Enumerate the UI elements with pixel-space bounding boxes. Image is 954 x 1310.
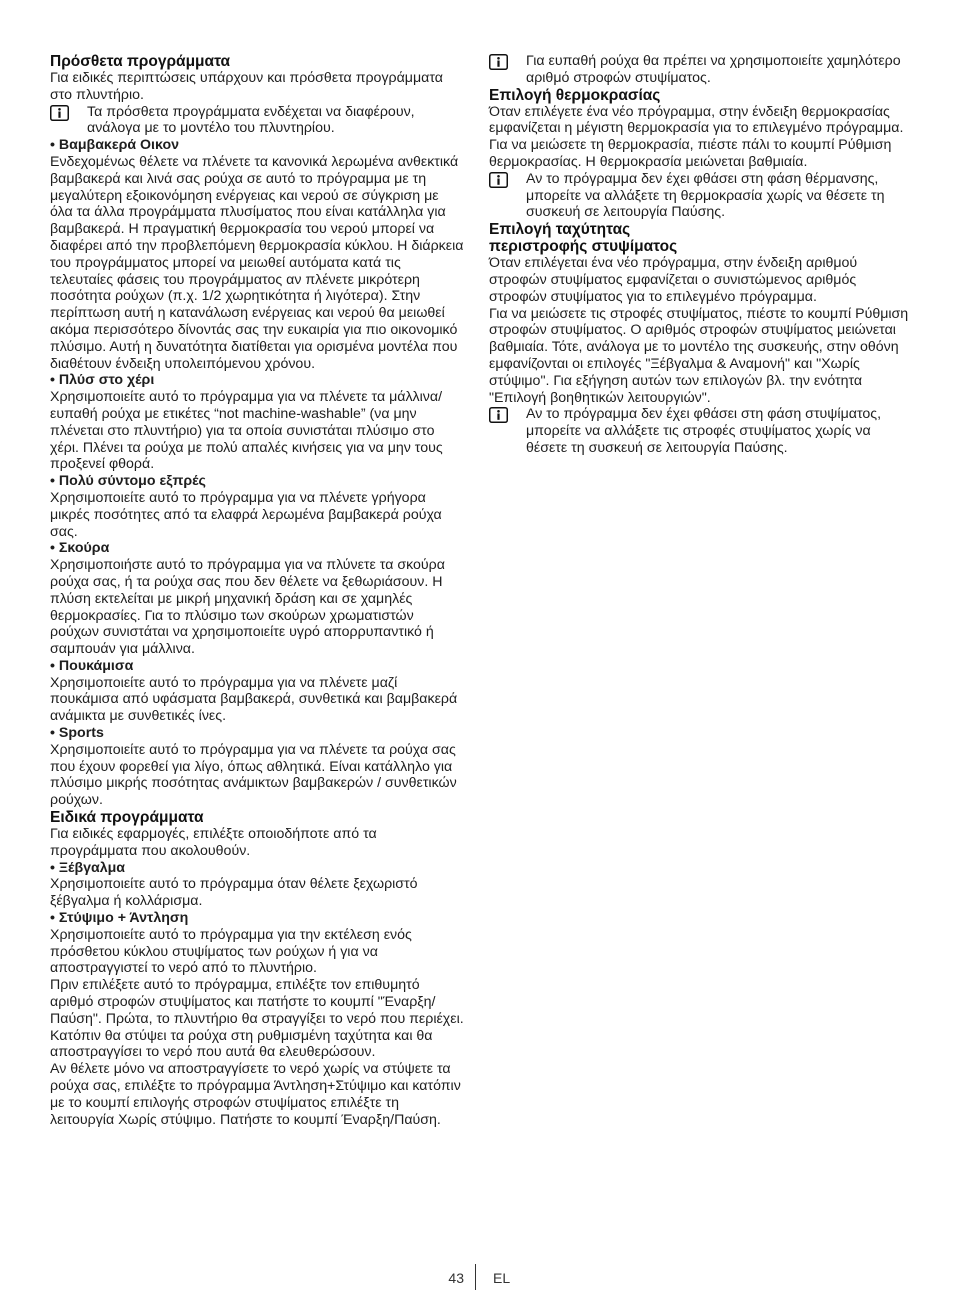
- bullet-handwash: • Πλύσ στο χέρι: [50, 372, 155, 389]
- text-shirts: Χρησιμοποιείτε αυτό το πρόγραμμα για να πλένετε μαζί πουκάμισα από υφάσματα βαμβακερά, συνθετικά και βαμβακερά ανάμικτα με συνθετικές ίνες.: [50, 674, 458, 725]
- footer-divider: [475, 1264, 476, 1290]
- text-cotton-eco: Ενδεχομένως θέλετε να πλένετε τα κανονικά λερωμένα ανθεκτικά βαμβακερά και λινά σας ρούχα σε αυτό το πρόγραμμα με τη μεγαλύτερη εξοικονόμηση ενέργειας και νερού σε σύγκριση με όλα τα άλλα προγράμματα πλυσίματος που είναι κατάλληλα για βαμβακερά. Η πραγματική θερμοκρασία του νερού μπορεί να διαφέρει από την προβλεπόμενη θερμοκρασία κύκλου. Η διάρκεια του προγράμματος μπορεί να μειωθεί αυτόματα κατά τις τελευταίες φάσεις του προγράμματος αν πλένετε μικρότερη ποσότητα ρούχων (π.χ. 1/2 χωρητικότητα ή λιγότερα). Στην περίπτωση αυτή η κατανάλωση ενέργειας και νερού θα μειωθεί ακόμα περισσότερο δίνοντάς σας την ευκαιρία για πιο οικονομικό πλύσιμο. Αυτή η δυνατότητα διατίθεται για ορισμένα μοντέλα που διαθέτουν ένδειξη υπολειπόμενου χρόνου.: [50, 153, 464, 372]
- text-spin-2: Για να μειώσετε τις στροφές στυψίματος, πιέστε το κουμπί Ρύθμιση στροφών στυψίματος. Ο αριθμός στροφών στυψίματος μειώνεται βαθμιαία. Τότε, ανάλογα με το μοντέλο της συσκευής, στην οθόνη εμφανίζονται οι επιλογές "Ξέβγαλμα & Αναμονή" και "Χωρίς στύψιμο". Για εξήγηση αυτών των επιλογών βλ. την ενότητα "Επιλογή βοηθητικών λειτουργιών".: [489, 305, 909, 406]
- heading-additional-programmes: Πρόσθετα προγράμματα: [50, 53, 231, 70]
- special-intro: Για ειδικές εφαρμογές, επιλέξτε οποιοδήποτε από τα προγράμματα που ακολουθούν.: [50, 826, 377, 859]
- heading-spin-speed-line2: περιστροφής στυψίματος: [489, 238, 678, 256]
- left-column: [50, 53, 464, 1128]
- note-spin-text: Αν το πρόγραμμα δεν έχει φθάσει στη φάση στυψίματος, μπορείτε να αλλάξετε τις στροφές στυψίματος χωρίς να θέσετε τη συσκευή σε λειτουργία Παύσης.: [526, 406, 882, 456]
- note-spin: [489, 406, 909, 456]
- heading-temperature: Επιλογή θερμοκρασίας: [489, 86, 661, 104]
- text-rinse: Χρησιμοποιείτε αυτό το πρόγραμμα όταν θέλετε ξεχωριστό ξέβγαλμα ή κολλάρισμα.: [50, 876, 418, 910]
- note-delicate-text: Για ευπαθή ρούχα θα πρέπει να χρησιμοποιείτε χαμηλότερο αριθμό στροφών στυψίματος.: [526, 53, 901, 86]
- bullet-rinse: • Ξέβγαλμα: [50, 859, 126, 876]
- bullet-spin-drain: • Στύψιμο + Άντληση: [50, 910, 189, 927]
- text-handwash: Χρησιμοποιείτε αυτό το πρόγραμμα για να πλένετε τα μάλλινα/ευπαθή ρούχα με ετικέτες “not machine-washable” (να μην πλένεται στο πλυντήριο) για τα οποία συνιστάται πλύσιμο στο χέρι. Πλένει τα ρούχα με πολύ απαλές κινήσεις για να μην τους προξενεί φθορά.: [50, 389, 443, 473]
- text-sports: Χρησιμοποιείτε αυτό το πρόγραμμα για να πλένετε τα ρούχα σας που έχουν φορεθεί για λίγο, όπως αθλητικά. Είναι κατάλληλο για πλύσιμο μικρής ποσότητας ανάμικτων βαμβακερών / συνθετικών ρούχων.: [50, 741, 457, 809]
- additional-intro: Για ειδικές περιπτώσεις υπάρχουν και πρόσθετα προγράμματα στο πλυντήριο.: [50, 70, 443, 103]
- info-icon: [50, 105, 69, 121]
- bullet-shirts: • Πουκάμισα: [50, 657, 134, 674]
- bullet-sports: • Sports: [50, 725, 104, 742]
- text-temperature-2: Για να μειώσετε τη θερμοκρασία, πιέστε πάλι το κουμπί Ρύθμιση θερμοκρασίας. Η θερμοκρασία μειώνεται βαθμιαία.: [489, 137, 892, 170]
- right-column: [489, 53, 909, 457]
- note-additional: [50, 104, 464, 138]
- note-temperature: [489, 171, 909, 221]
- text-dark: Χρησιμοποιήστε αυτό το πρόγραμμα για να πλύνετε τα σκούρα ρούχα σας, ή τα ρούχα σας που δεν θέλετε να ξεθωριάσουν. Η πλύση εκτελείται με μικρή μηχανική δράση και σε χαμηλές θερμοκρασίες. Για το πλύσιμο των σκούρων χρωματιστών ρούχων συνιστάται να χρησιμοποιείτε υγρό απορρυπαντικό ή σαμπουάν για μάλλινα.: [50, 557, 445, 658]
- note-additional-text: Τα πρόσθετα προγράμματα ενδέχεται να διαφέρουν, ανάλογα με το μοντέλο του πλυντηρίου.: [87, 103, 415, 137]
- text-express: Χρησιμοποιείτε αυτό το πρόγραμμα για να πλένετε γρήγορα μικρές ποσότητες από τα ελαφρά λερωμένα βαμβακερά ρούχα σας.: [50, 489, 442, 540]
- text-temperature-1: Όταν επιλέγετε ένα νέο πρόγραμμα, στην ένδειξη θερμοκρασίας εμφανίζεται η μέγιστη θερμοκρασία για το επιλεγμένο πρόγραμμα.: [489, 103, 904, 137]
- info-icon: [489, 172, 508, 188]
- language-code: EL: [493, 1270, 511, 1286]
- note-temperature-text: Αν το πρόγραμμα δεν έχει φθάσει στη φάση θέρμανσης, μπορείτε να αλλάξετε τη θερμοκρασία χωρίς να θέσετε τη συσκευή σε λειτουργία Παύσης.: [526, 170, 885, 221]
- info-icon: [489, 407, 508, 423]
- text-spin-drain-1: Χρησιμοποιείτε αυτό το πρόγραμμα για την εκτέλεση ενός πρόσθετου κύκλου στυψίματος των ρούχων ή για να αποστραγγιστεί το νερό από το πλυντήριο.: [50, 926, 412, 977]
- bullet-express: • Πολύ σύντομο εξπρές: [50, 473, 206, 490]
- bullet-dark: • Σκούρα: [50, 540, 110, 557]
- page-number: 43: [448, 1270, 464, 1286]
- text-spin-drain-3: Αν θέλετε μόνο να αποστραγγίσετε το νερό χωρίς να στύψετε τα ρούχα σας, επιλέξτε το πρόγραμμα Άντληση+Στύψιμο και κατόπιν με το κουμπί επιλογής στροφών στυψίματος επιλέξτε τη λειτουργία Χωρίς στύψιμο. Πατήστε το κουμπί Έναρξη/Παύση.: [50, 1061, 461, 1128]
- info-icon: [489, 54, 508, 70]
- text-spin-drain-2: Πριν επιλέξετε αυτό το πρόγραμμα, επιλέξτε τον επιθυμητό αριθμό στροφών στυψίματος και πατήστε το κουμπί "Έναρξη/Παύση". Πρώτα, το πλυντήριο θα στραγγίξει το νερό που περιέχει. Κατόπιν θα στύψει τα ρούχα στη ρυθμισμένη ταχύτητα και θα αποστραγγίσει το νερό που αυτά θα ελευθερώσουν.: [50, 977, 464, 1061]
- heading-special-programmes: Ειδικά προγράμματα: [50, 809, 204, 827]
- bullet-cotton-eco: • Βαμβακερά Οικον: [50, 137, 179, 154]
- note-delicate: [489, 53, 909, 87]
- text-spin-1: Όταν επιλέγεται ένα νέο πρόγραμμα, στην ένδειξη αριθμού στροφών στυψίματος εμφανίζεται ο συνιστώμενος αριθμός στροφών στυψίματος για το επιλεγμένο πρόγραμμα.: [489, 255, 858, 305]
- heading-spin-speed-line1: Επιλογή ταχύτητας: [489, 221, 631, 239]
